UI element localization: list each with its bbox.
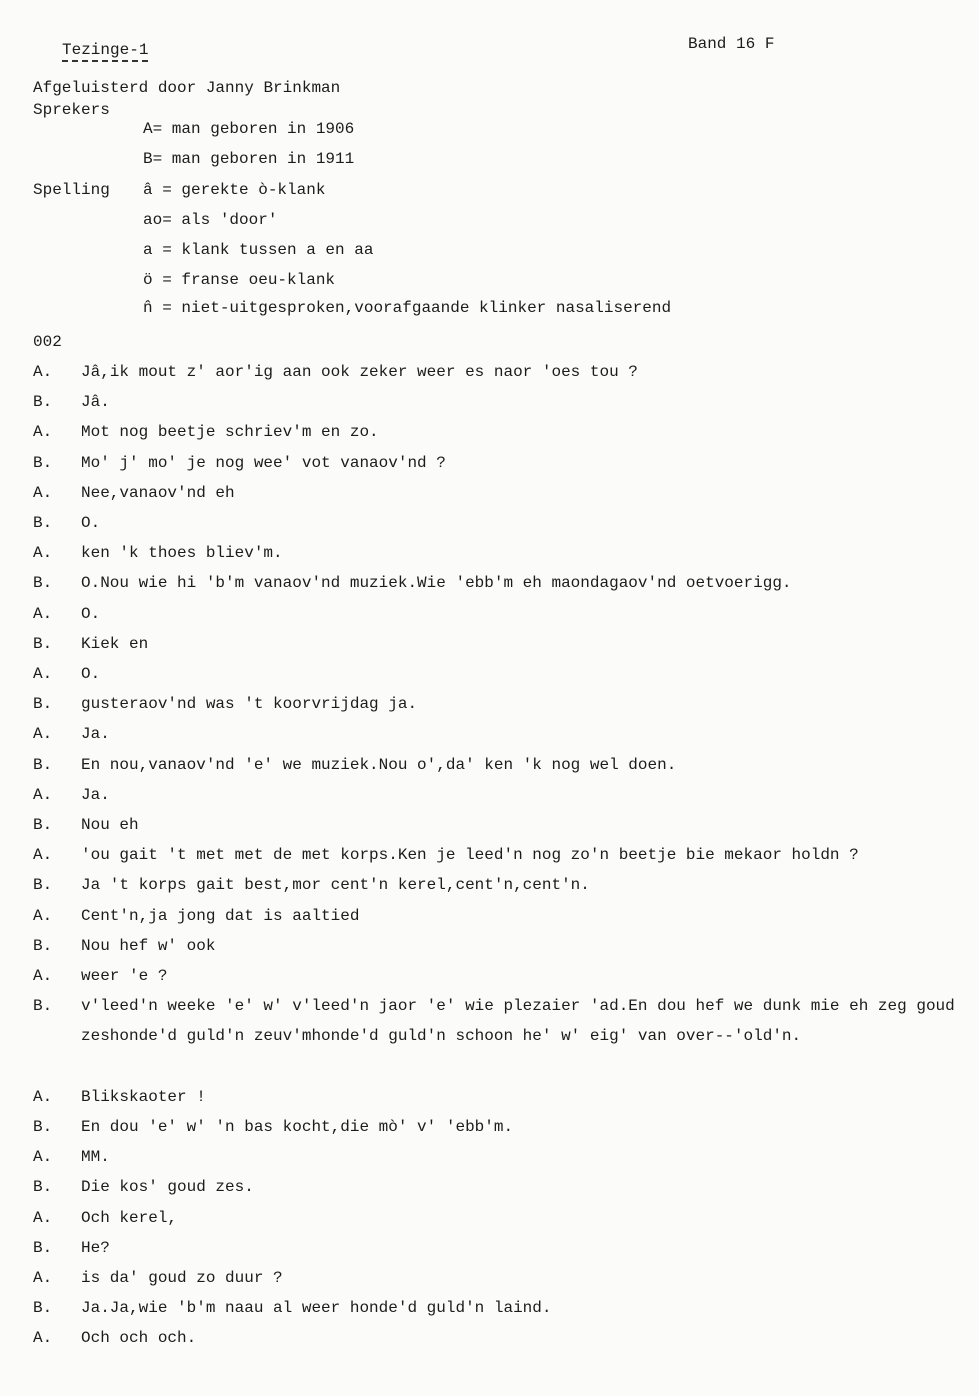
utterance-text: Och och och.: [81, 1329, 197, 1347]
utterance-text: Mo' j' mo' je nog wee' vot vanaov'nd ?: [81, 454, 446, 472]
speaker-marker: B.: [33, 876, 53, 894]
utterance-text: Die kos' goud zes.: [81, 1178, 254, 1196]
utterance-text: En nou,vanaov'nd 'e' we muziek.Nou o',da' ken 'k nog wel doen.: [81, 756, 677, 774]
speaker-marker: B.: [33, 1118, 53, 1136]
speakers-label: Sprekers: [33, 101, 110, 119]
utterance-text: Nou hef w' ook: [81, 937, 216, 955]
speaker-marker: B.: [33, 997, 53, 1015]
utterance-text: O.: [81, 514, 101, 532]
utterance-text: v'leed'n weeke 'e' w' v'leed'n jaor 'e' wie plezaier 'ad.En dou hef we dunk mie eh zeg goud zeshonde'd guld'n zeuv'mhonde'd guld'n schoon he' w' eig' van over--'old'n.: [81, 997, 965, 1045]
speaker-marker: A.: [33, 786, 53, 804]
document-title: [62, 40, 148, 60]
utterance-text: He?: [81, 1239, 110, 1257]
speaker-marker: A.: [33, 544, 53, 562]
utterance-text: O.Nou wie hi 'b'm vanaov'nd muziek.Wie 'ebb'm eh maondagaov'nd oetvoerigg.: [81, 574, 792, 592]
speaker-marker: A.: [33, 605, 53, 623]
utterance-text: Ja.: [81, 786, 110, 804]
speaker-marker: B.: [33, 514, 53, 532]
document-title-text: Tezinge-1: [62, 41, 148, 62]
speaker-marker: B.: [33, 574, 53, 592]
speaker-marker: B.: [33, 393, 53, 411]
utterance-text: Blikskaoter !: [81, 1088, 206, 1106]
speaker-marker: A.: [33, 1088, 53, 1106]
utterance-text: Kiek en: [81, 635, 149, 653]
utterance-text: gusteraov'nd was 't koorvrijdag ja.: [81, 695, 418, 713]
utterance-text: Ja.: [81, 725, 110, 743]
speaker-marker: A.: [33, 484, 53, 502]
speaker-marker: B.: [33, 1239, 53, 1257]
utterance-text: is da' goud zo duur ?: [81, 1269, 283, 1287]
utterance-text: En dou 'e' w' 'n bas kocht,die mò' v' 'ebb'm.: [81, 1118, 514, 1136]
speaker-marker: A.: [33, 907, 53, 925]
speaker-marker: B.: [33, 816, 53, 834]
spelling-rule: ao= als 'door': [143, 211, 278, 229]
utterance-text: MM.: [81, 1148, 110, 1166]
spelling-label: Spelling: [33, 181, 110, 199]
utterance-text: Och kerel,: [81, 1209, 178, 1227]
speaker-marker: A.: [33, 1209, 53, 1227]
utterance-text: Jâ.: [81, 393, 110, 411]
utterance-text: Cent'n,ja jong dat is aaltied: [81, 907, 360, 925]
band-number: Band 16 F: [688, 35, 775, 53]
speaker-marker: B.: [33, 1299, 53, 1317]
speaker-marker: A.: [33, 725, 53, 743]
utterance-text: weer 'e ?: [81, 967, 168, 985]
speaker-marker: B.: [33, 937, 53, 955]
utterance-text: O.: [81, 665, 101, 683]
speaker-marker: B.: [33, 454, 53, 472]
speaker-marker: A.: [33, 1329, 53, 1347]
speaker-b-description: B= man geboren in 1911: [143, 150, 355, 168]
spelling-rule: n̂ = niet-uitgesproken,voorafgaande klinker nasaliserend: [143, 299, 672, 317]
utterance-text: Mot nog beetje schriev'm en zo.: [81, 423, 379, 441]
speaker-marker: A.: [33, 665, 53, 683]
utterance-text: Nou eh: [81, 816, 139, 834]
spelling-rule: ö = franse oeu-klank: [143, 271, 336, 289]
utterance-text: Ja.Ja,wie 'b'm naau al weer honde'd guld'n laind.: [81, 1299, 552, 1317]
speaker-marker: B.: [33, 756, 53, 774]
spelling-rule: a = klank tussen a en aa: [143, 241, 374, 259]
speaker-marker: A.: [33, 423, 53, 441]
speaker-marker: B.: [33, 695, 53, 713]
utterance-text: Jâ,ik mout z' aor'ig aan ook zeker weer es naor 'oes tou ?: [81, 363, 638, 381]
speaker-marker: A.: [33, 363, 53, 381]
utterance-text: ken 'k thoes bliev'm.: [81, 544, 283, 562]
speaker-marker: A.: [33, 967, 53, 985]
utterance-text: Nee,vanaov'nd eh: [81, 484, 235, 502]
speaker-marker: B.: [33, 635, 53, 653]
speaker-marker: A.: [33, 1269, 53, 1287]
speaker-a-description: A= man geboren in 1906: [143, 120, 355, 138]
speaker-marker: A.: [33, 846, 53, 864]
listened-by: Afgeluisterd door Janny Brinkman: [33, 79, 341, 97]
speaker-marker: A.: [33, 1148, 53, 1166]
utterance-text: O.: [81, 605, 101, 623]
utterance-text: Ja 't korps gait best,mor cent'n kerel,cent'n,cent'n.: [81, 876, 590, 894]
speaker-marker: B.: [33, 1178, 53, 1196]
fragment-code: 002: [33, 333, 62, 351]
spelling-rule: â = gerekte ò-klank: [143, 181, 326, 199]
utterance-text: 'ou gait 't met met de met korps.Ken je leed'n nog zo'n beetje bie mekaor holdn ?: [81, 846, 859, 864]
